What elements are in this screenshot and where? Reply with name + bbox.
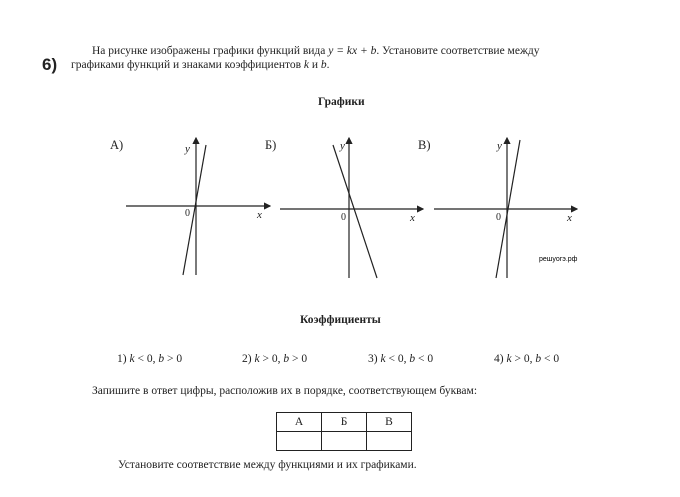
option-b-cond: < 0	[415, 353, 434, 365]
footer-instruction: Установите соответствие между функциями и их графиками.	[118, 459, 417, 471]
option-b-cond: < 0	[541, 353, 560, 365]
answer-value-row	[277, 432, 412, 451]
answer-instruction: Запишите в ответ цифры, расположив их в порядке, соответствующем буквам:	[92, 385, 478, 397]
coefficient-option-4	[494, 353, 559, 365]
intro-text: На рисунке изображены графики функций вида	[92, 45, 326, 57]
option-k-cond: < 0,	[385, 353, 410, 365]
option-num: 4)	[494, 353, 504, 365]
graph-a-x-label: x	[257, 209, 262, 221]
answer-cell-b[interactable]	[322, 432, 367, 451]
option-num: 3)	[368, 353, 378, 365]
graph-b-line	[333, 145, 377, 278]
graph-label-v: В)	[418, 138, 431, 152]
graph-label-b: Б)	[265, 138, 277, 152]
option-num: 2)	[242, 353, 252, 365]
graph-a	[126, 138, 270, 275]
intro-formula: y = kx + b	[328, 45, 377, 57]
option-k: k	[506, 353, 512, 365]
option-k: k	[129, 353, 135, 365]
graph-b-y-label: y	[340, 140, 345, 152]
answer-header-a: А	[277, 413, 322, 432]
coefficient-option-1	[117, 353, 182, 365]
graph-a-origin: 0	[185, 208, 190, 219]
intro-dot: .	[326, 59, 330, 71]
graph-v-y-label: y	[497, 140, 502, 152]
option-k-cond: > 0,	[259, 353, 284, 365]
graph-a-y-label: y	[185, 143, 190, 155]
coefficients-heading: Коэффициенты	[300, 314, 381, 326]
answer-header-b: Б	[322, 413, 367, 432]
option-k: k	[380, 353, 386, 365]
coefficient-option-3	[368, 353, 433, 365]
intro-text-end: . Установите соответствие между	[376, 45, 540, 57]
graphs-heading: Графики	[318, 96, 365, 108]
option-b: b	[283, 353, 290, 365]
option-b-cond: > 0	[289, 353, 308, 365]
answer-cell-a[interactable]	[277, 432, 322, 451]
option-b: b	[409, 353, 416, 365]
intro-k: k	[303, 59, 310, 71]
intro-b: b	[320, 59, 327, 71]
graph-v-x-label: x	[567, 212, 572, 224]
graph-b-x-label: x	[410, 212, 415, 224]
task-number: 6)	[42, 55, 58, 74]
graph-b	[280, 138, 423, 278]
option-k-cond: > 0,	[511, 353, 536, 365]
intro-text-2: графиками функций и знаками коэффициентов	[71, 59, 302, 71]
option-b-cond: > 0	[164, 353, 183, 365]
coefficient-option-2	[242, 353, 307, 365]
answer-header-row	[277, 413, 412, 432]
answer-cell-v[interactable]	[367, 432, 412, 451]
option-b: b	[535, 353, 542, 365]
graph-b-origin: 0	[341, 212, 346, 223]
watermark: решуогэ.рф	[539, 256, 578, 263]
intro-and: и	[311, 59, 319, 71]
option-k-cond: < 0,	[134, 353, 159, 365]
option-k: k	[254, 353, 260, 365]
graph-label-a: А)	[110, 138, 124, 152]
option-num: 1)	[117, 353, 127, 365]
answer-table	[276, 412, 412, 451]
answer-header-v: В	[367, 413, 412, 432]
graph-v-origin: 0	[496, 212, 501, 223]
option-b: b	[158, 353, 165, 365]
